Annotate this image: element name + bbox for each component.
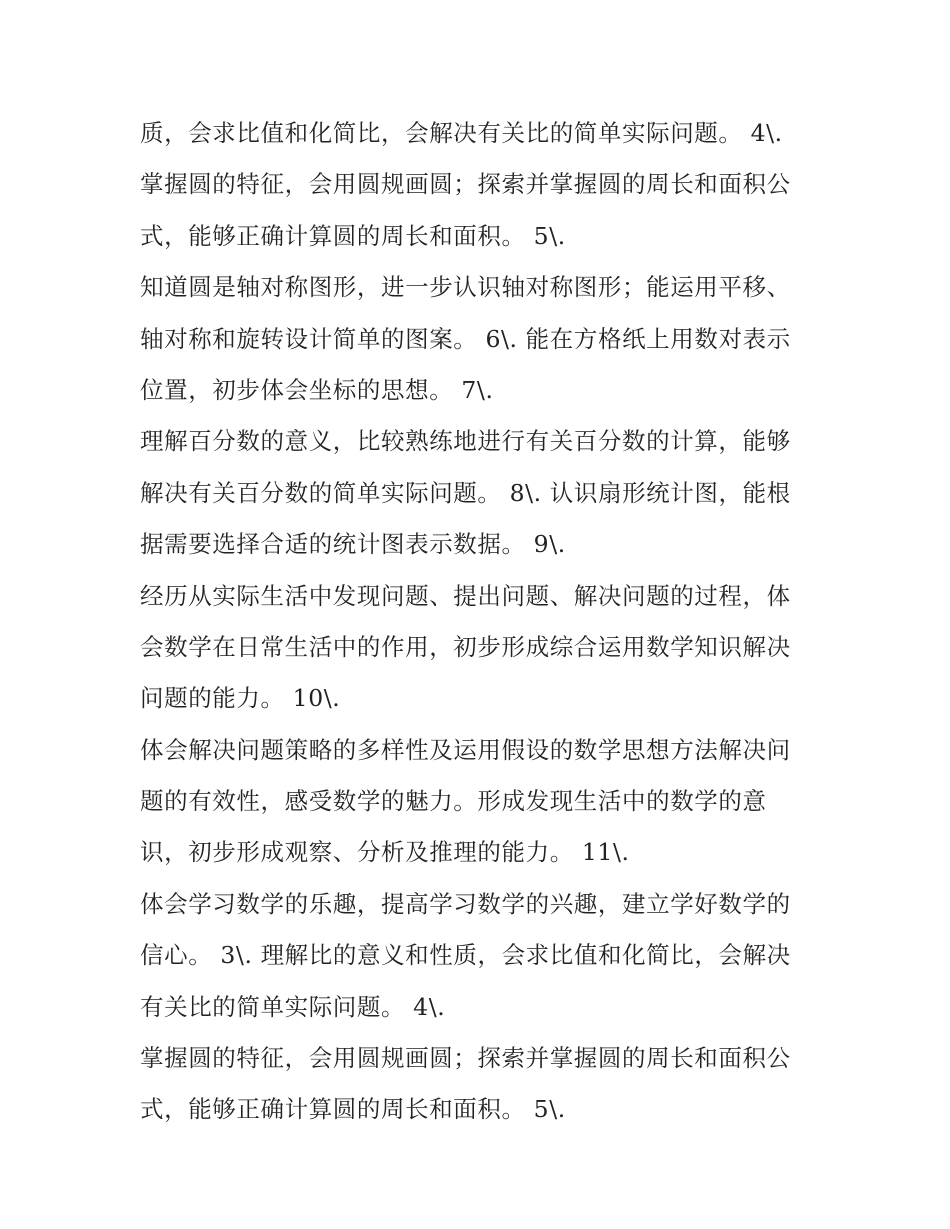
text-line-18: 有关比的简单实际问题。 4\. <box>140 992 446 1021</box>
text-line-13: 体会解决问题策略的多样性及运用假设的数学思想方法解决问 <box>140 735 791 764</box>
text-line-9: 据需要选择合适的统计图表示数据。 9\. <box>140 530 566 559</box>
text-line-5: 轴对称和旋转设计简单的图案。 6\. 能在方格纸上用数对表示 <box>140 324 791 353</box>
text-line-10: 经历从实际生活中发现问题、提出问题、解决问题的过程，体 <box>140 581 791 610</box>
text-line-2: 掌握圆的特征，会用圆规画圆；探索并掌握圆的周长和面积公 <box>140 170 791 199</box>
text-line-3: 式，能够正确计算圆的周长和面积。 5\. <box>140 221 566 250</box>
text-line-20: 式，能够正确计算圆的周长和面积。 5\. <box>140 1095 566 1124</box>
body-text <box>140 108 820 1136</box>
text-line-11: 会数学在日常生活中的作用，初步形成综合运用数学知识解决 <box>140 632 791 661</box>
text-line-15: 识，初步形成观察、分析及推理的能力。 11\. <box>140 838 630 867</box>
text-line-16: 体会学习数学的乐趣，提高学习数学的兴趣，建立学好数学的 <box>140 889 791 918</box>
text-line-6: 位置，初步体会坐标的思想。 7\. <box>140 375 494 404</box>
text-line-8: 解决有关百分数的简单实际问题。 8\. 认识扇形统计图，能根 <box>140 478 791 507</box>
text-line-7: 理解百分数的意义，比较熟练地进行有关百分数的计算，能够 <box>140 427 791 456</box>
text-line-17: 信心。 3\. 理解比的意义和性质，会求比值和化简比，会解决 <box>140 941 791 970</box>
text-line-1: 质，会求比值和化简比，会解决有关比的简单实际问题。 4\. <box>140 119 783 147</box>
text-line-4: 知道圆是轴对称图形，进一步认识轴对称图形；能运用平移、 <box>140 273 791 302</box>
text-line-12: 问题的能力。 10\. <box>140 684 341 713</box>
text-line-19: 掌握圆的特征，会用圆规画圆；探索并掌握圆的周长和面积公 <box>140 1044 791 1073</box>
text-line-14: 题的有效性，感受数学的魅力。形成发现生活中的数学的意 <box>140 787 767 816</box>
